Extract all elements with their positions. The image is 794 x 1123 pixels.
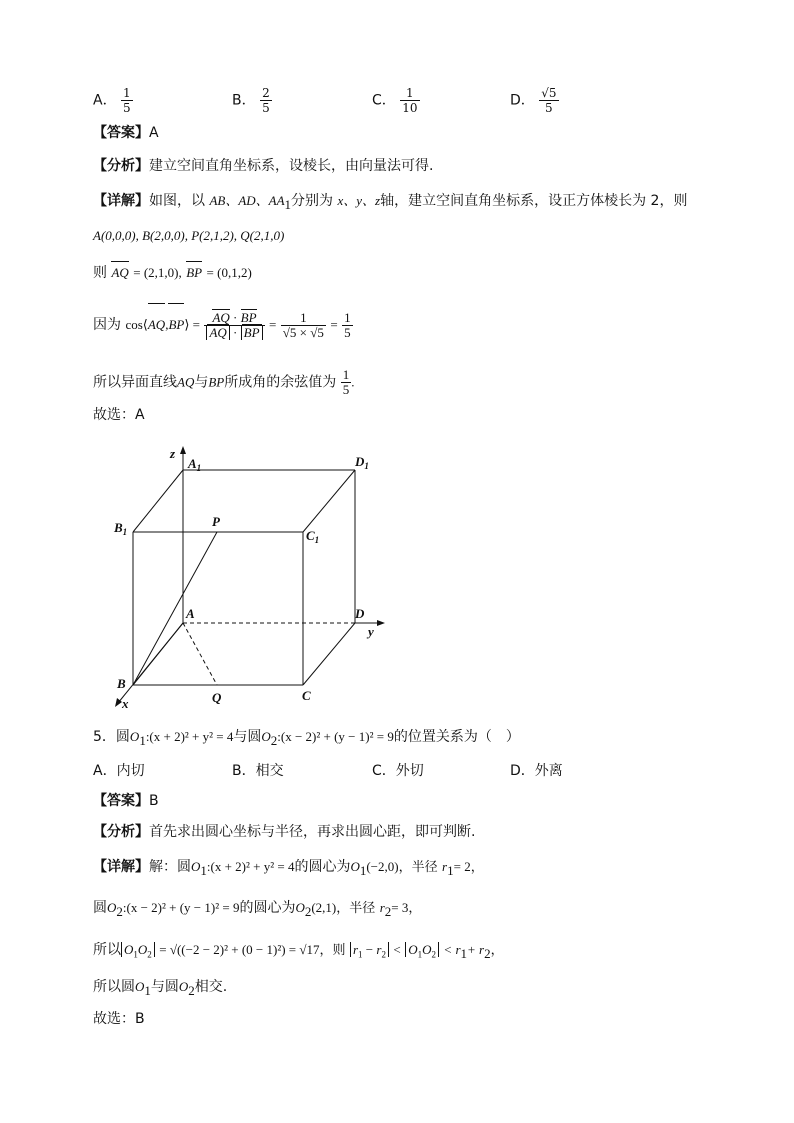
- label-p: P: [212, 514, 220, 529]
- label-z: z: [170, 446, 176, 461]
- label-x: x: [122, 696, 129, 711]
- q4-vectors-line: 则 AQ = (2,1,0), BP = (0,1,2): [93, 265, 252, 281]
- cube-figure: [100, 440, 400, 720]
- fraction: $\frac{√5}{5}$: [541, 86, 557, 115]
- q5-option-a: A．内切: [93, 763, 145, 779]
- label-c1: $C_1$: [306, 528, 320, 545]
- q4-coords-line: A(0,0,0), B(2,0,0), P(2,1,2), Q(2,1,0): [93, 228, 285, 243]
- q5-analysis-line: 【分析】首先求出圆心坐标与半径，再求出圆心距，即可判断.: [93, 824, 476, 840]
- cos-fraction-vectors: $\frac{AQ \cdot BP}{AQ \cdot BP}$: [204, 311, 264, 340]
- q4-option-b: B． $\frac{2}{5}$: [232, 86, 270, 115]
- q5-conclusion-line: 所以圆$O_1$与圆$O_2$相交.: [93, 979, 228, 998]
- label-b: B: [117, 676, 126, 691]
- cos-fraction-result: $\frac{1}{5}$: [344, 309, 351, 340]
- fraction: $\frac{1}{5}$: [123, 86, 131, 115]
- q4-cos-line: 因为 cos⟨AQ,BP⟩ = $\frac{AQ \cdot BP}{AQ \cdot BP}$ = $\frac{1}{√5 \times √5}$ = $\frac{1}{5}$: [93, 305, 353, 345]
- q5-option-d: D．外离: [510, 763, 563, 779]
- fraction: $\frac{2}{5}$: [262, 86, 270, 115]
- label-a: A: [186, 606, 195, 621]
- label-y: y: [368, 624, 374, 639]
- q5-detail-line-1: 【详解】解：圆$O_1:(x + 2)^2 + y^2 = 4$的圆心为$O_1(-2,0)$，半径 $r_1= 2$，: [93, 859, 484, 878]
- q4-choose-line: 故选：A: [93, 407, 145, 423]
- label-a1: $A_1$: [188, 456, 202, 473]
- label-d: D: [355, 606, 365, 621]
- q5-answer-line: 【答案】B: [93, 793, 159, 809]
- fraction: $\frac{1}{5}$: [342, 367, 350, 397]
- label-d1: $D_1$: [355, 454, 369, 471]
- fraction: $\frac{1}{10}$: [402, 86, 418, 115]
- label-q: Q: [212, 690, 222, 705]
- q4-detail-line: 【详解】如图，以 AB、AD、$AA_1$分别为 x、y、z轴，建立空间直角坐标系，设正方体棱长为 2，则: [93, 193, 688, 212]
- q5-option-b: B．相交: [232, 763, 284, 779]
- q5-stem: 5．圆$O_1:(x + 2)^2 + y^2 = 4$与圆$O_2:(x - 2)^2 + (y - 1)^2 = 9$的位置关系为（ ）: [93, 729, 520, 748]
- q4-option-c: C． $\frac{1}{10}$: [372, 86, 418, 115]
- q5-choose-line: 故选：B: [93, 1011, 145, 1027]
- q4-conclusion-line: 所以异面直线AQ与BP所成角的余弦值为 $\frac{1}{5}$ .: [93, 367, 355, 397]
- label-c: C: [302, 688, 311, 703]
- label-b1: $B_1$: [114, 520, 128, 537]
- q5-option-c: C．外切: [372, 763, 424, 779]
- q4-answer-line: 【答案】A: [93, 125, 159, 141]
- cos-fraction-mid: $\frac{1}{√5 \times √5}$: [282, 309, 324, 340]
- q4-option-a: A． $\frac{1}{5}$: [93, 86, 131, 115]
- q5-detail-line-2: 圆$O_2:(x - 2)^2 + (y - 1)^2 = 9$的圆心为$O_2(2,1)$，半径 $r_2= 3$，: [93, 900, 422, 919]
- q4-option-d: D． $\frac{√5}{5}$: [510, 86, 557, 115]
- q5-detail-line-3: 所以 $O_1O_2 = √((-2 - 2)^2 + (0 - 1)^2) = √17$，则 $r_1 - r_2 < O_1O_2 < r_1+ r_2$，: [93, 942, 504, 961]
- q4-analysis-line: 【分析】建立空间直角坐标系，设棱长，由向量法可得.: [93, 158, 434, 174]
